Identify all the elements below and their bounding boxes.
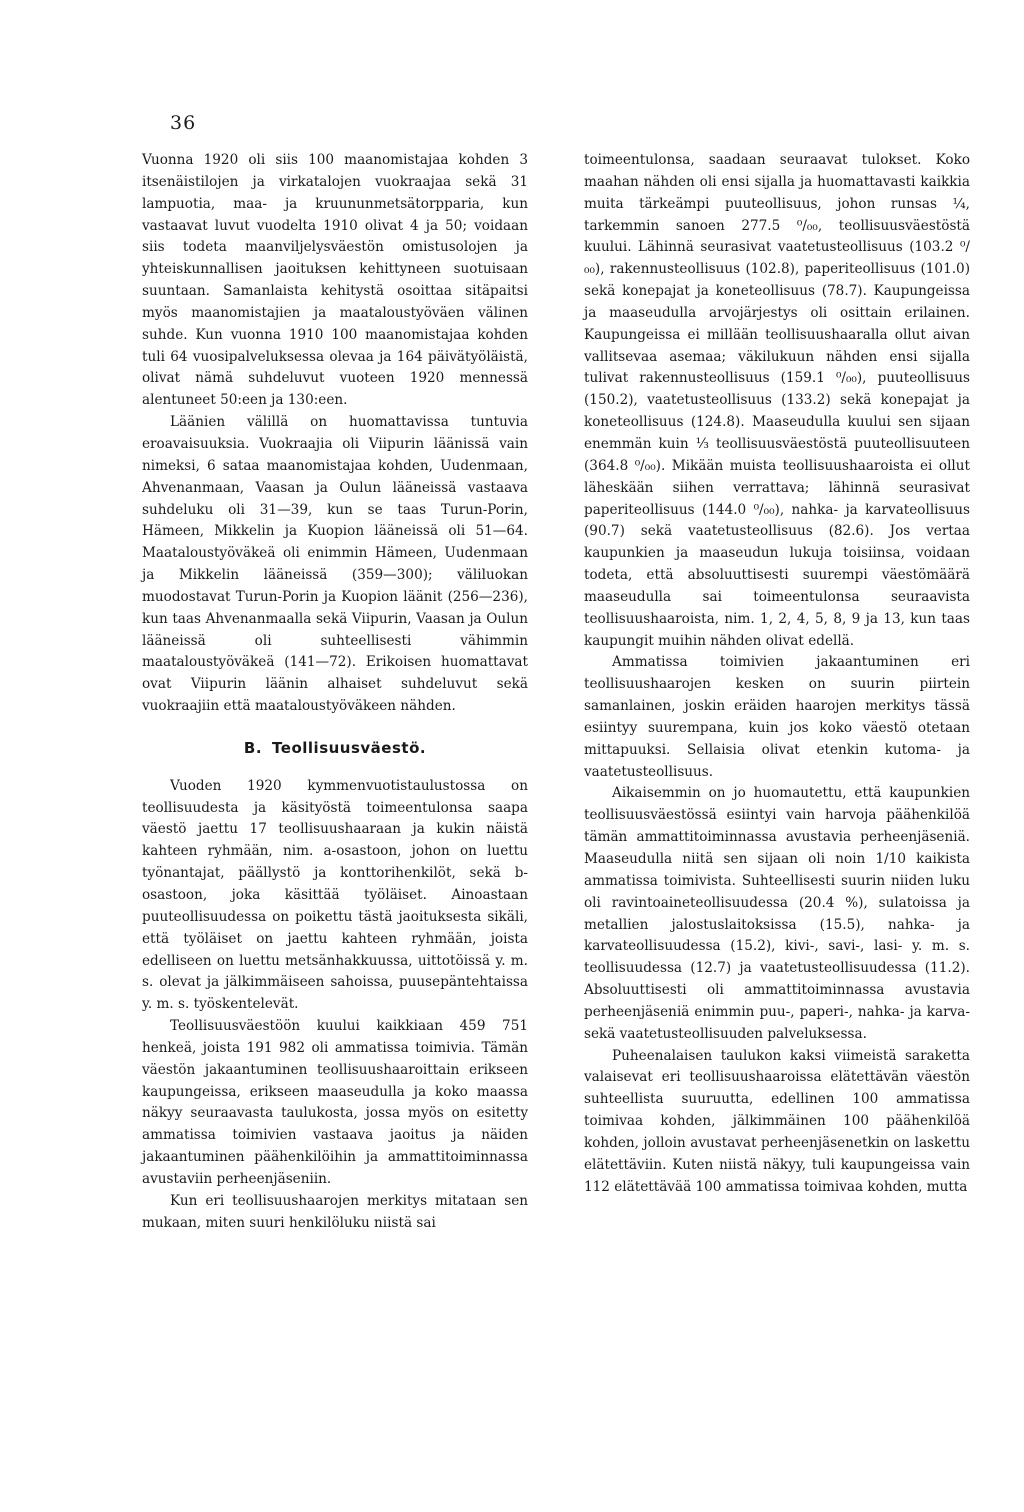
- paragraph: Aikaisemmin on jo huomautettu, että kaupunkien teollisuusväestössä esiintyi vain harvoja päähenkilöä tämän ammattitoiminnassa avustavia perheenjäseniä. Maaseudulla niitä sen sijaan oli noin 1/10 kaikista ammatissa toimivista. Suhteellisesti suurin niiden luku oli ravintoaineteollisuudessa (20.4 %), sulatoissa ja metallien jalostuslaitoksissa (15.5), nahka- ja karvateollisuudessa (15.2), kivi-, savi-, lasi- y. m. s. teollisuudessa (12.7) ja vaatetusteollisuudessa (11.2). Absoluuttisesti oli ammattitoiminnassa avustavia perheenjäseniä enimmin puu-, paperi-, nahka- ja karva- sekä vaatetusteollisuuden palveluksessa.: [584, 785, 970, 1042]
- paragraph: Ammatissa toimivien jakaantuminen eri teollisuushaarojen kesken on suurin piirtein samanlainen, joskin eräiden haarojen merkitys tässä esiintyy suurempana, kuin jos koko väestö otetaan mittapuuksi. Sellaisia olivat etenkin kutoma- ja vaatetusteollisuus.: [584, 654, 970, 780]
- section-heading: [142, 738, 528, 760]
- paragraph: Kun eri teollisuushaarojen merkitys mitataan sen mukaan, miten suuri henkilöluku niistä sai: [142, 1192, 528, 1231]
- page-number: 36: [170, 112, 197, 134]
- paragraph: Vuoden 1920 kymmenvuotistaulustossa on teollisuudesta ja käsityöstä toimeentulonsa saapa väestö jaettu 17 teollisuushaaraan ja kukin näistä kahteen ryhmään, nim. a-osastoon, johon on luettu työnantajat, päällystö ja konttorihenkilöt, sekä b-osastoon, joka käsittää työläiset. Ainoastaan puuteollisuudessa on poikettu tästä jaoituksesta sikäli, että työläiset on jaettu kahteen ryhmään, joista edelliseen on luettu metsänhakkuussa, uittotöissä y. m. s. olevat ja jälkimmäiseen sahoissa, puusepäntehtaissa y. m. s. työskentelevät.: [142, 777, 528, 1013]
- paragraph: Läänien välillä on huomattavissa tuntuvia eroavaisuuksia. Vuokraajia oli Viipurin läänissä vain nimeksi, 6 sataa maanomistajaa kohden, Uudenmaan, Ahvenanmaan, Vaasan ja Oulun lääneissä vastaava suhdeluku oli 31—39, kun se taas Turun-Porin, Hämeen, Mikkelin ja Kuopion lääneissä oli 51—64. Maataloustyöväkeä oli enimmin Hämeen, Uudenmaan ja Mikkelin lääneissä (359—300); väliluokan muodostavat Turun-Porin ja Kuopion läänit (256—236), kun taas Ahvenanmaalla sekä Viipurin, Vaasan ja Oulun lääneissä oli suhteellisesti vähimmin maataloustyöväkeä (141—72). Erikoisen huomattavat ovat Viipurin läänin alhaiset suhdeluvut sekä vuokraajiin että maataloustyöväkeen nähden.: [142, 414, 528, 715]
- right-column: [584, 150, 970, 1199]
- paragraph: Vuonna 1920 oli siis 100 maanomistajaa kohden 3 itsenäistilojen ja virkatalojen vuokraajaa sekä 31 lampuotia, maa- ja kruununmetsätorpparia, kun vastaavat luvut vuodelta 1910 olivat 4 ja 50; voidaan siis todeta maanviljelysväestön omistusolojen ja yhteiskunnallisen jaoituksen kehittyneen suotuisaan suuntaan. Samanlaista kehitystä osoittaa sitäpaitsi myös maanomistajien ja maataloustyöväen välinen suhde. Kun vuonna 1910 100 maanomistajaa kohden tuli 64 vuosipalveluksessa olevaa ja 164 päivätyöläistä, olivat nämä suhdeluvut vuoteen 1920 mennessä alentuneet 50:een ja 130:een.: [142, 152, 528, 409]
- left-column: [142, 150, 528, 1235]
- paragraph: Puheenalaisen taulukon kaksi viimeistä saraketta valaisevat eri teollisuushaaroissa elätettävän väestön suhteellista suuruutta, edellinen 100 ammatissa toimivaa kohden, jälkimmäinen 100 päähenkilöä kohden, jolloin avustavat perheenjäsenetkin on laskettu elätettäviin. Kuten niistä näkyy, tuli kaupungeissa vain 112 elätettävää 100 ammatissa toimivaa kohden, mutta: [584, 1047, 970, 1195]
- paragraph: Teollisuusväestöön kuului kaikkiaan 459 751 henkeä, joista 191 982 oli ammatissa toimivia. Tämän väestön jakaantuminen teollisuushaaroittain erikseen kaupungeissa, erikseen maaseudulla ja koko maassa näkyy seuraavasta taulukosta, jossa myös on esitetty ammatissa toimivien vastaava jaoitus ja näiden jakaantuminen päähenkilöihin ja ammattitoiminnassa avustaviin perheenjäseniin.: [142, 1018, 528, 1187]
- section-letter: B.: [243, 738, 263, 757]
- section-title: Teollisuusväestö.: [272, 738, 427, 757]
- paragraph: toimeentulonsa, saadaan seuraavat tulokset. Koko maahan nähden oli ensi sijalla ja huomattavasti kaikkia muita tärkeämpi puuteollisuus, johon runsas ¼, tarkemmin sanoen 277.5 ⁰/₀₀, teollisuusväestöstä kuului. Lähinnä seurasivat vaatetusteollisuus (103.2 ⁰/₀₀), rakennusteollisuus (102.8), paperiteollisuus (101.0) sekä konepajat ja koneteollisuus (78.7). Kaupungeissa ja maaseudulla arvojärjestys oli osittain erilainen. Kaupungeissa ei millään teollisuushaaralla ollut aivan vallitsevaa asemaa; väkilukuun nähden ensi sijalla tulivat rakennusteollisuus (159.1 ⁰/₀₀), puuteollisuus (150.2), vaatetusteollisuus (133.2) sekä konepajat ja koneteollisuus (124.8). Maaseudulla kuului sen sijaan enemmän kuin ⅓ teollisuusväestöstä puuteollisuuteen (364.8 ⁰/₀₀). Mikään muista teollisuushaaroista ei ollut läheskään siihen verrattava; lähinnä seurasivat paperiteollisuus (144.0 ⁰/₀₀), nahka- ja karvateollisuus (90.7) sekä vaatetusteollisuus (82.6). Jos vertaa kaupunkien ja maaseudun lukuja toisiinsa, voidaan todeta, että absoluuttisesti suurempi väestömäärä maaseudulla sai toimeentulonsa seuraavista teollisuushaaroista, nim. 1, 2, 4, 5, 8, 9 ja 13, kun taas kaupungit muihin nähden olivat edellä.: [584, 152, 970, 649]
